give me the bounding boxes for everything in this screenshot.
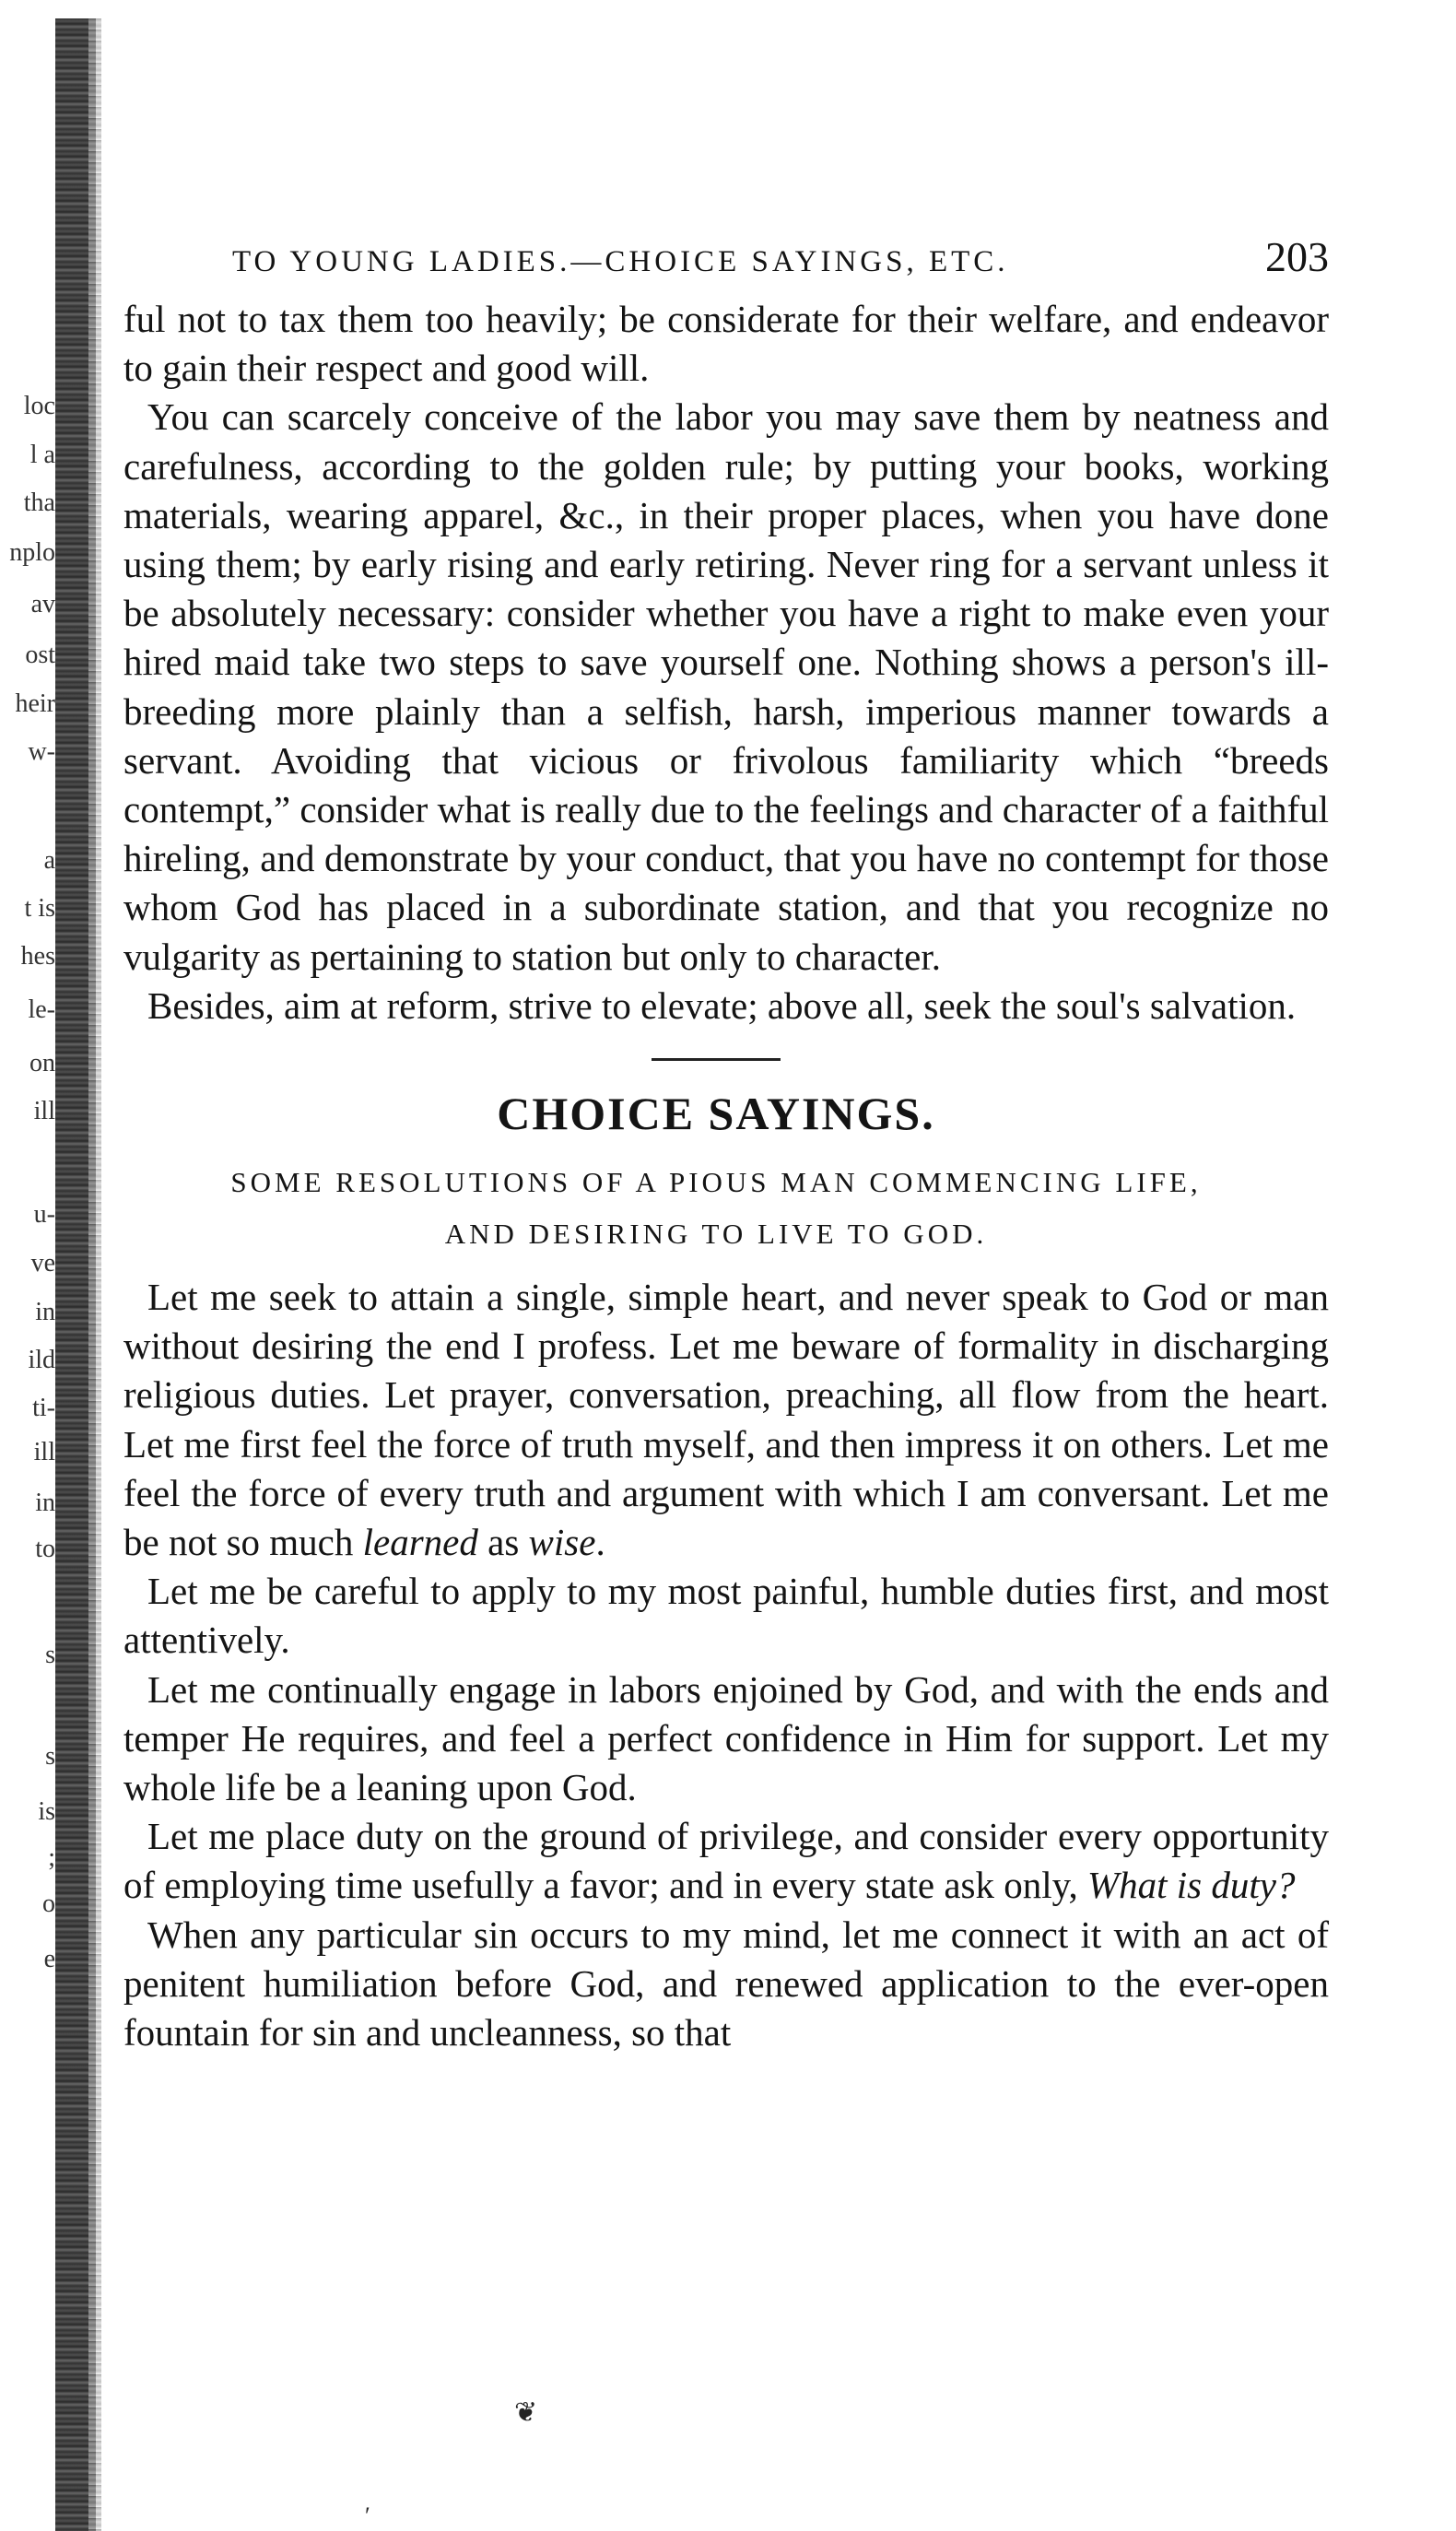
page-number: 203 <box>1265 233 1329 280</box>
facing-page-fragment: to <box>35 1535 55 1563</box>
facing-page-fragment: ti- <box>32 1394 55 1422</box>
facing-page-fragment: t is <box>24 894 55 923</box>
facing-page-fragment: on <box>29 1049 55 1077</box>
facing-page-fragment: e <box>43 1945 55 1973</box>
facing-page-fragment: ; <box>48 1843 55 1872</box>
facing-page-fragment: o <box>42 1889 55 1918</box>
facing-page-fragment: l a <box>29 441 55 469</box>
resolution-3: Let me continually engage in labors enjoined by God, and with the ends and temper He requires, and feel a perfect confidence in Him for support. Let my whole life be a leaning upon God. <box>123 1667 1329 1809</box>
book-page <box>103 230 1329 2057</box>
resolution-1-text: Let me seek to attain a single, simple heart, and never speak to God or man without desiring the end I profess. Let me beware of formality in discharging religious duties. Let prayer, conversation, preaching, all flow from the heart. Let me first feel the force of truth myself, and then impress it on others. Let me feel the force of every truth and argument with which I am conversant. Let me be not so much <box>123 1276 1329 1564</box>
paragraph-reform: Besides, aim at reform, strive to elevate; above all, seek the soul's salvation. <box>147 983 1297 1027</box>
resolution-4 <box>103 1812 1329 1910</box>
resolution-1-end: . <box>595 1521 605 1564</box>
facing-page-fragment: in <box>35 1489 55 1517</box>
section-title: CHOICE SAYINGS. <box>497 1088 935 1140</box>
facing-page-fragment: tha <box>23 489 55 517</box>
facing-page-fragment: ve <box>30 1249 55 1277</box>
facing-page-fragment: in <box>35 1298 55 1326</box>
facing-page-fragment: ost <box>25 641 55 669</box>
facing-page-fragment: s <box>45 1742 55 1771</box>
facing-page-fragment: nplo <box>9 538 55 567</box>
facing-page-fragment: u- <box>33 1200 55 1229</box>
subtitle-line-1: SOME RESOLUTIONS OF A PIOUS MAN COMMENCING LIFE, <box>230 1166 1202 1199</box>
resolution-4-emphasis: What is duty? <box>1086 1864 1296 1907</box>
facing-page-fragment: ill <box>33 1097 55 1125</box>
facing-page-fragment: av <box>30 590 55 618</box>
resolution-1 <box>103 1273 1329 1567</box>
facing-page-fragment: s <box>45 1641 55 1669</box>
facing-page-fragment: hes <box>20 942 55 971</box>
paragraph-servants: You can scarcely conceive of the labor you may save them by neatness and carefulness, according to the golden rule; by putting your books, working materials, wearing apparel, &c., in their proper places, when you have done using them; by early rising and early retiring. Never ring for a servant unless it be absolutely necessary: consider whether you have a right to make even your hired maid take two steps to save yourself one. Nothing shows a person's ill-breeding more plainly than a selfish, harsh, imperious manner towards a servant. Avoiding that vicious or frivolous familiarity which “breeds contempt,” consider what is really due to the feelings and character of a faithful hireling, and demonstrate by your conduct, that you have no contempt for those whom God has placed in a subordinate station, and that you recognize no vulgarity as pertaining to station but only to character. <box>123 395 1329 978</box>
resolution-1-mid: as <box>477 1521 529 1564</box>
page-header <box>122 230 1329 295</box>
facing-page-fragment: a <box>43 846 55 875</box>
resolution-1-emphasis-wise: wise <box>528 1521 596 1564</box>
binding-edge-highlight <box>88 18 101 2531</box>
facing-page-fragment: ill <box>33 1438 55 1466</box>
facing-page-fragment: le- <box>28 995 55 1024</box>
resolution-2: Let me be careful to apply to my most painful, humble duties first, and most attentively. <box>123 1570 1329 1662</box>
facing-page-fragment: loc <box>23 392 55 420</box>
stray-mark: ′ <box>365 2502 370 2529</box>
paragraph-continuation: ful not to tax them too heavily; be considerate for their welfare, and endeavor to gain their respect and good will. <box>123 298 1329 390</box>
section-divider <box>652 1058 781 1061</box>
facing-page-fragment: w- <box>28 737 55 766</box>
facing-page-fragment: is <box>38 1797 55 1826</box>
running-head: TO YOUNG LADIES.—CHOICE SAYINGS, ETC. <box>232 245 1009 278</box>
binding-gutter <box>0 0 103 2531</box>
subtitle-line-2: AND DESIRING TO LIVE TO GOD. <box>444 1218 988 1251</box>
resolution-1-emphasis-learned: learned <box>362 1521 478 1564</box>
resolution-5: When any particular sin occurs to my mind, let me connect it with an act of penitent humiliation before God, and renewed application to the ever-open fountain for sin and uncleanness, so that <box>123 1913 1329 2054</box>
facing-page-fragment: heir <box>15 689 55 718</box>
facing-page-fragment: ild <box>28 1346 55 1374</box>
section-subtitle <box>103 1157 1329 1260</box>
resolution-4-text: Let me place duty on the ground of privilege, and consider every opportunity of employing time usefully a favor; and in every state ask only, <box>123 1815 1329 1907</box>
ornament-icon: ❦ <box>514 2397 538 2428</box>
